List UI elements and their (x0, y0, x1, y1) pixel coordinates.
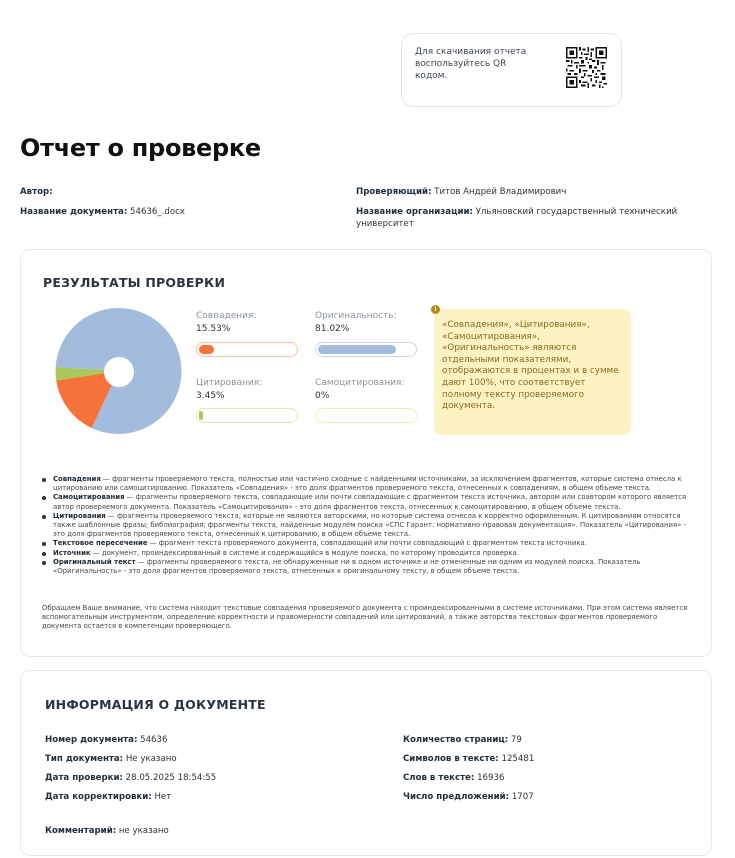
definition-text: — документ, проиндексированный в системе и содержащийся в модуле поиска, по которому проводится проверка. (90, 548, 519, 557)
doc-number-field (45, 735, 167, 745)
definition-item (41, 539, 691, 548)
definition-text: — фрагменты проверяемого текста, полностью или частично сходные с найденными источниками, за исключением фрагментов, которые система отнесла к цитированию или самоцитированию. Показатель «Совпадения» - это доля фрагментов проверяемого текста, отнесенных к совпадениям, в общем объеме текста. (53, 475, 682, 493)
definition-text: — фрагменты проверяемого текста, которые не являются авторскими, но которые система отнесла к корректно оформленным. К цитированиям относятся также шаблонные фразы; библиография; фрагменты текста, найденные модулем поиска «СПС Гарант: нормативно-правовая документация». Показатель «Цитирования» - это доля фрагментов проверяемого текста, отнесенных к цитированию, в общем объеме текста. (53, 511, 687, 539)
pages-value: 79 (510, 735, 522, 745)
doc-type-value: Не указано (125, 754, 177, 764)
words-value: 16936 (477, 773, 505, 783)
definition-item (41, 549, 691, 558)
results-note-text: «Совпадения», «Цитирования», «Самоцитирования», «Оригинальность» являются отдельными показателями, отображаются в процентах и в сумме дают 100%, что соответствует полному тексту проверяемого документа. (442, 320, 619, 412)
chars-value: 125481 (501, 754, 535, 764)
comment-label: Комментарий: (45, 826, 117, 836)
sentences-value: 1707 (511, 792, 534, 802)
definition-term: Оригинальный текст (53, 557, 136, 566)
correction-date-value: Нет (154, 792, 172, 802)
definitions-list (41, 475, 691, 576)
correction-date-label: Дата корректировки: (45, 792, 152, 802)
citations-bar-fill (199, 411, 203, 420)
sentences-label: Число предложений: (403, 792, 510, 802)
checker-label: Проверяющий: (356, 187, 432, 197)
results-note (434, 306, 631, 435)
checker-value: Титов Андрей Владимирович (434, 187, 567, 197)
definition-text: — фрагмент текста проверяемого документа, совпадающий или почти совпадающий с фрагментом текста источника. (147, 539, 587, 548)
definition-text: — фрагменты проверяемого текста, не обнаруженные ни в одном источнике и не отмеченные ни одним из модулей поиска. Показатель «Оригинальность» - это доля фрагментов проверяемого текста, отнесенных к оригинальному тексту, в общем объеме текста. (53, 557, 641, 576)
definition-item (41, 558, 691, 576)
qr-instruction: Для скачивания отчета воспользуйтесь QR кодом. (415, 47, 527, 81)
qr-code-icon[interactable] (566, 47, 607, 88)
check-date-value: 28.05.2025 18:54:55 (125, 773, 217, 783)
matches-bar-fill (199, 345, 214, 354)
correction-date-field (45, 792, 171, 802)
pages-label: Количество страниц: (403, 735, 509, 745)
words-field (403, 773, 504, 783)
organization-label: Название организации: (356, 207, 473, 217)
originality-label: Оригинальность: (315, 311, 397, 321)
selfcitations-value: 0% (315, 391, 330, 401)
document-info-title: ИНФОРМАЦИЯ О ДОКУМЕНТЕ (45, 697, 266, 712)
matches-value: 15.53% (196, 324, 231, 334)
definition-item (41, 512, 691, 540)
pie-center-hole (104, 357, 134, 387)
selfcitations-label: Самоцитирования: (315, 378, 405, 388)
words-label: Слов в тексте: (403, 773, 475, 783)
originality-bar-fill (318, 345, 396, 354)
qr-card (401, 33, 622, 107)
matches-bar (196, 342, 298, 357)
chars-label: Символов в тексте: (403, 754, 499, 764)
definition-term: Текстовое пересечение (53, 539, 148, 548)
sentences-field (403, 792, 534, 802)
definition-item (41, 493, 691, 511)
chars-field (403, 754, 534, 764)
pages-field (403, 735, 522, 745)
citations-label: Цитирования: (196, 378, 263, 388)
comment-field (45, 826, 169, 836)
definition-item (41, 475, 691, 493)
doc-type-label: Тип документа: (45, 754, 124, 764)
disclaimer: Обращаем Ваше внимание, что система находит текстовые совпадения проверяемого документа с проиндексированными в системе источниками. При этом система является вспомогательным инструментом, определение корректности и правомерности совпадений или цитирований, а также авторства текстовых фрагментов проверяемого документа остается в компетенции проверяющего. (42, 604, 688, 631)
definition-term: Цитирования (53, 511, 106, 520)
definition-term: Источник (53, 548, 91, 557)
doc-number-value: 54636 (140, 735, 168, 745)
author-label: Автор: (20, 187, 53, 197)
doc-type-field (45, 754, 177, 764)
checker-field (356, 186, 566, 198)
document-name-value: 54636_.docx (130, 207, 185, 217)
document-name-label: Название документа: (20, 207, 128, 217)
page-title: Отчет о проверке (20, 134, 261, 162)
matches-label: Совпадения: (196, 311, 257, 321)
comment-value: не указано (118, 826, 169, 836)
citations-value: 3.45% (196, 391, 225, 401)
doc-number-label: Номер документа: (45, 735, 138, 745)
definition-term: Совпадения (53, 475, 101, 483)
document-name-field (20, 206, 185, 218)
organization-value: Ульяновский государственный технический университет (356, 207, 678, 229)
definition-term: Самоцитирования (53, 493, 125, 502)
results-title: РЕЗУЛЬТАТЫ ПРОВЕРКИ (43, 275, 226, 290)
check-date-field (45, 773, 216, 783)
author-field (20, 186, 53, 198)
check-date-label: Дата проверки: (45, 773, 123, 783)
definition-text: — фрагменты проверяемого текста, совпадающие или почти совпадающие с фрагментом текста источника, автором или соавтором которого является автор проверяемого документа. Показатель «Самоцитирования» - это доля фрагментов текста, отнесенных к самоцитированию, в общем объеме текста. (53, 493, 687, 511)
citations-bar (196, 408, 298, 423)
info-icon: ! (431, 305, 440, 314)
selfcitations-bar (315, 408, 417, 423)
originality-bar (315, 342, 417, 357)
originality-value: 81.02% (315, 324, 350, 334)
organization-field (356, 206, 696, 230)
results-pie-chart (55, 307, 182, 435)
